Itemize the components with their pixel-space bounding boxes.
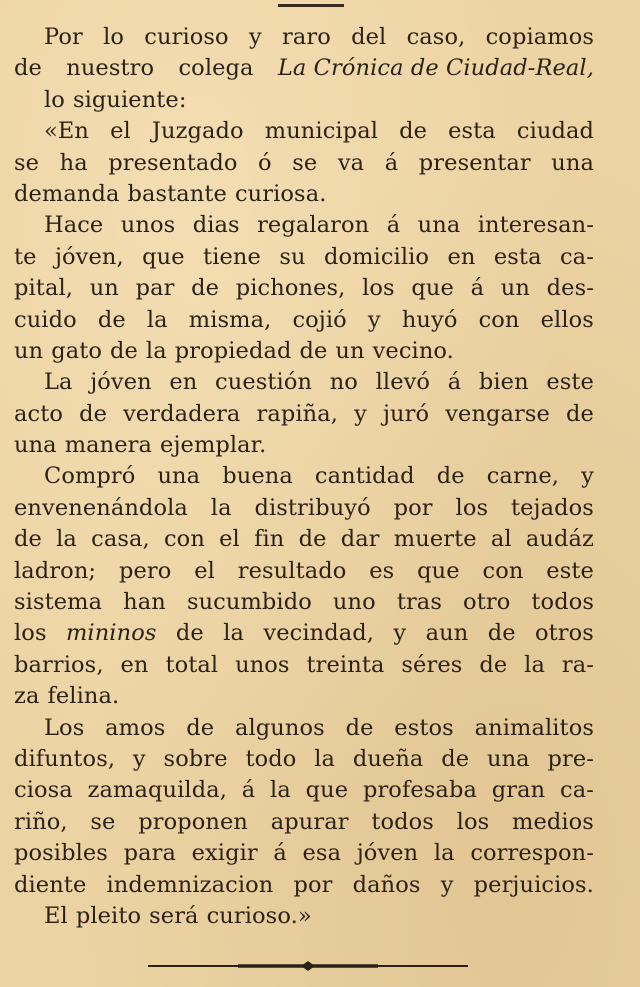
article-line [14, 367, 594, 398]
article-line [14, 242, 594, 273]
article-word: Compró [44, 463, 136, 490]
article-word: que [305, 777, 349, 804]
article-word: la [524, 651, 545, 678]
article-word: de [436, 463, 465, 490]
article-line [14, 85, 594, 116]
article-word: unos [120, 212, 176, 239]
article-word: que [417, 557, 460, 584]
article-word: «En [44, 118, 89, 145]
article-word: nuestro [66, 55, 155, 82]
article-word: Por [44, 24, 83, 50]
article-word: el [219, 526, 240, 553]
article-word: La Crónica de Ciudad-Real, [277, 55, 594, 82]
article-line [14, 807, 594, 838]
article-word: te [14, 243, 37, 270]
article-word: han [123, 589, 166, 616]
article-word: za [14, 683, 40, 710]
article-word: felina. [47, 683, 120, 710]
article-word: y [393, 620, 407, 647]
article-word: gato [51, 337, 102, 364]
article-word: dueña [352, 745, 424, 772]
article-word: con [478, 306, 520, 333]
article-word: medios [512, 808, 594, 835]
article-word: audáz [525, 526, 594, 553]
article-line [14, 901, 594, 932]
article-word: todos [531, 589, 594, 616]
article-word: propiedad [174, 337, 292, 364]
article-word: fin [254, 526, 285, 553]
article-line [14, 461, 594, 492]
article-word: sucumbido [186, 589, 312, 616]
article-line [14, 870, 594, 901]
article-word: Los [44, 714, 85, 741]
article-word: este [546, 557, 594, 584]
article-word: ciosa [14, 777, 73, 804]
article-word: vecindad, [263, 620, 374, 647]
article-word: una [417, 212, 461, 239]
article-word: no [329, 369, 358, 396]
article-word: de [566, 400, 594, 427]
article-word: des- [546, 275, 594, 302]
article-word: aun [425, 620, 469, 647]
article-word: indemnizacion [106, 871, 274, 898]
article-word: copiamos [485, 24, 594, 50]
article-word: correspon- [470, 840, 594, 867]
article-word: curiosa. [234, 180, 327, 207]
article-word: dias [192, 212, 240, 239]
article-word: de [479, 651, 508, 678]
article-word: el [110, 118, 131, 145]
article-word: la [56, 526, 77, 553]
article-word: demanda [14, 180, 120, 207]
article-word: huyó [401, 306, 458, 333]
article-word: pleito [75, 902, 142, 929]
article-word: llevó [375, 369, 431, 396]
article-word: acto [14, 400, 64, 427]
article-word: una [157, 463, 201, 490]
article-word: envenenándola [14, 494, 188, 521]
article-word: ca- [560, 777, 594, 804]
article-word: dar [340, 526, 380, 553]
article-word: par [135, 275, 175, 302]
article-word: buena [222, 463, 293, 490]
article-word: la [210, 494, 232, 521]
top-rule [278, 4, 344, 7]
article-word: de [97, 306, 126, 333]
article-word: riño, [14, 808, 68, 835]
article-word: de [79, 400, 107, 427]
article-word: de [191, 275, 220, 302]
article-word: el [194, 557, 215, 584]
article-word: interesan- [477, 212, 594, 239]
article-word: de [14, 55, 42, 82]
article-word: carne, [486, 463, 560, 490]
article-word: siguiente: [72, 86, 187, 113]
article-line [14, 650, 594, 681]
article-word: amos [105, 714, 166, 741]
article-word: por [293, 871, 333, 898]
article-line [14, 336, 594, 367]
article-word: en [447, 243, 476, 270]
article-word: bastante [127, 180, 227, 207]
article-word: ha [59, 149, 88, 176]
article-word: un [14, 337, 44, 364]
article-word: curioso.» [206, 902, 312, 929]
article-word: todo [245, 745, 297, 772]
article-word: pital, [14, 275, 74, 302]
article-word: total [165, 651, 219, 678]
article-word: de [110, 337, 138, 364]
article-word: la [146, 306, 168, 333]
article-word: pichones, [235, 275, 346, 302]
article-line [14, 744, 594, 775]
article-line [14, 618, 594, 649]
article-word: de [345, 714, 374, 741]
article-word: presentar [418, 149, 531, 176]
article-line [14, 53, 594, 84]
article-line [14, 713, 594, 744]
article-word: lo [44, 86, 65, 113]
article-word: los [455, 494, 489, 521]
article-line [14, 273, 594, 304]
article-word: á [470, 275, 485, 302]
article-word: cuestión [215, 369, 313, 396]
article-word: resultado [237, 557, 347, 584]
article-word: ejemplar. [160, 432, 267, 459]
article-word: y [367, 306, 381, 333]
article-word: diente [14, 871, 87, 898]
article-word: de [399, 118, 428, 145]
article-word: su [279, 243, 306, 270]
article-word: ladron; [14, 557, 97, 584]
article-word: zamaquilda, [87, 777, 227, 804]
article-word: proponen [138, 808, 248, 835]
article-word: los [456, 808, 490, 835]
article-word: á [241, 777, 256, 804]
article-word: y [440, 871, 454, 898]
article-word: sistema [14, 589, 103, 616]
article-word: los [362, 275, 395, 302]
article-word: gran [491, 777, 546, 804]
article-word: tejados [511, 494, 594, 521]
article-word: manera [64, 432, 153, 459]
article-word: profesaba [362, 777, 477, 804]
article-word: va [337, 149, 365, 176]
article-word: barrios, [14, 651, 104, 678]
article-word: unos [235, 651, 290, 678]
article-word: perjuicios. [473, 871, 594, 898]
article-word: para [123, 840, 176, 867]
article-word: y [354, 400, 367, 427]
article-word: bien [478, 369, 529, 396]
article-word: animalitos [474, 714, 594, 741]
article-word: de [186, 714, 215, 741]
article-word: se [14, 149, 40, 176]
article-line [14, 116, 594, 147]
article-word: una [486, 745, 530, 772]
article-word: jóven [356, 840, 419, 867]
article-word: que [142, 243, 185, 270]
article-line [14, 838, 594, 869]
article-line [14, 305, 594, 336]
article-word: la [145, 337, 167, 364]
article-word: casa, [91, 526, 150, 553]
article-word: La [44, 369, 73, 396]
article-word: un [500, 275, 530, 302]
article-line [14, 681, 594, 712]
article-word: del [351, 24, 387, 50]
article-word: la [433, 840, 455, 867]
article-word: á [384, 149, 399, 176]
article-word: cuido [14, 306, 77, 333]
article-word: domicilio [323, 243, 430, 270]
article-word: á [273, 840, 287, 867]
article-word: curioso [144, 24, 229, 50]
article-word: lo [103, 24, 125, 50]
article-word: Juzgado [151, 118, 244, 145]
article-word: jóven, [54, 243, 124, 270]
article-word: será [149, 902, 199, 929]
article-line [14, 587, 594, 618]
article-word: raro [282, 24, 331, 50]
article-word: El [44, 902, 68, 929]
article-word: esta [448, 118, 496, 145]
article-word: de [487, 620, 516, 647]
article-word: otros [535, 620, 594, 647]
article-word: y [132, 745, 146, 772]
article-line [14, 775, 594, 806]
article-word: un [89, 275, 119, 302]
article-word: una [14, 432, 57, 459]
article-word: exigir [191, 840, 258, 867]
article-word: ellos [540, 306, 594, 333]
article-word: posibles [14, 840, 108, 867]
article-line [14, 556, 594, 587]
article-word: de [175, 620, 204, 647]
article-word: algunos [234, 714, 325, 741]
article-word: de [14, 526, 42, 553]
article-line [14, 210, 594, 241]
article-word: estos [394, 714, 454, 741]
article-word: treinta [306, 651, 385, 678]
article-line [14, 524, 594, 555]
article-word: esa [302, 840, 342, 867]
article-line [14, 399, 594, 430]
article-word: tiene [203, 243, 261, 270]
article-word: misma, [188, 306, 272, 333]
article-word: la [223, 620, 245, 647]
bottom-ornament-rule [148, 959, 468, 973]
article-word: sobre [163, 745, 228, 772]
article-word: apurar [270, 808, 349, 835]
article-word: Hace [44, 212, 104, 239]
article-word: rapiña, [256, 400, 339, 427]
article-word: pre- [547, 745, 594, 772]
article-word: tras [396, 589, 442, 616]
article-word: y [248, 24, 262, 50]
article-word: cantidad [314, 463, 415, 490]
article-word: ó [258, 149, 272, 176]
article-word: regalaron [257, 212, 370, 239]
article-word: cojió [292, 306, 347, 333]
article-word: una [551, 149, 594, 176]
article-word: caso, [406, 24, 466, 50]
article-line [14, 22, 594, 53]
article-word: daños [352, 871, 421, 898]
article-word: á [447, 369, 462, 396]
article-word: esta [493, 243, 542, 270]
article-word: se [292, 149, 318, 176]
article-word: ciudad [516, 118, 594, 145]
article-word: á [386, 212, 401, 239]
article-word: vengarse [445, 400, 550, 427]
article-word: vecino. [372, 337, 454, 364]
article-word: es [369, 557, 395, 584]
article-word: la [270, 777, 291, 804]
article-word: distribuyó [254, 494, 371, 521]
article-word: este [546, 369, 594, 396]
article-word: la [314, 745, 335, 772]
article-word: un [335, 337, 365, 364]
article-word: uno [332, 589, 376, 616]
article-word: ca- [559, 243, 594, 270]
article-line [14, 493, 594, 524]
article-word: pero [118, 557, 172, 584]
article-word: presentado [108, 149, 238, 176]
article-word: con [482, 557, 524, 584]
article-word: los [14, 620, 47, 647]
article-word: que [411, 275, 454, 302]
article-line [14, 430, 594, 461]
article-column [14, 22, 594, 932]
article-word: de [298, 526, 327, 553]
article-word: difuntos, [14, 745, 116, 772]
article-word: mininos [65, 620, 157, 647]
article-word: con [163, 526, 205, 553]
article-word: en [169, 369, 198, 396]
article-word: juró [382, 400, 430, 427]
article-word: muerte [393, 526, 477, 553]
article-line [14, 179, 594, 210]
article-word: todos [371, 808, 434, 835]
article-word: otro [463, 589, 511, 616]
article-word: séres [401, 651, 463, 678]
article-word: colega [178, 55, 254, 82]
article-word: por [393, 494, 433, 521]
article-word: municipal [264, 118, 379, 145]
article-word: de [299, 337, 328, 364]
article-word: al [490, 526, 512, 553]
article-word: de [441, 745, 470, 772]
article-word: en [120, 651, 149, 678]
article-word: y [581, 463, 594, 490]
article-word: ra- [561, 651, 594, 678]
article-line [14, 148, 594, 179]
article-word: jóven [90, 369, 152, 396]
article-word: verdadera [123, 400, 241, 427]
article-word: se [90, 808, 116, 835]
